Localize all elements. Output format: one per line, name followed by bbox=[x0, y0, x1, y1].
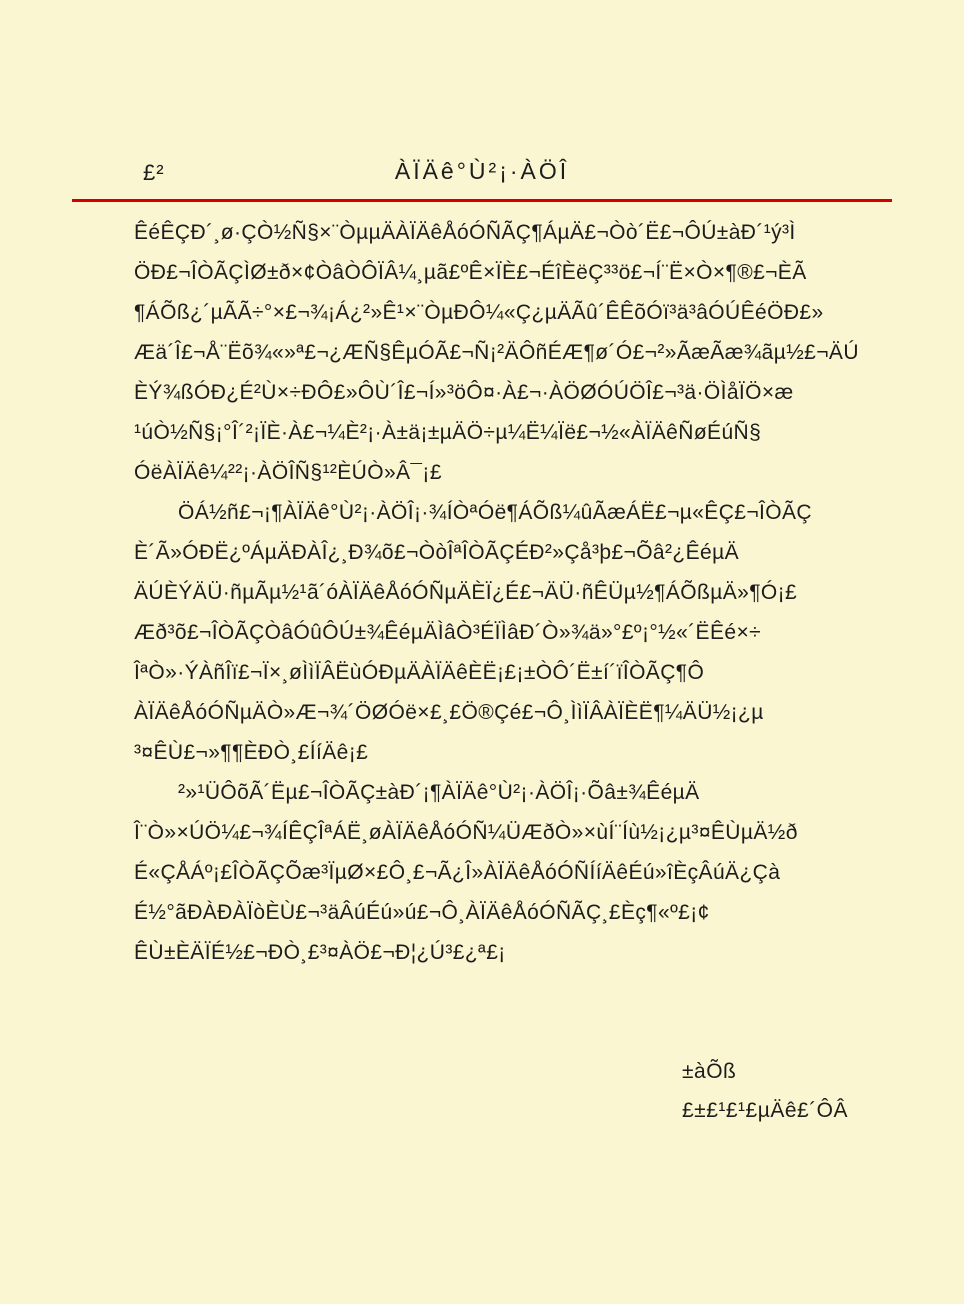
signature-block bbox=[682, 1052, 848, 1130]
body-line: ÓëÀÏÄê¼²²¡·ÀÖÎÑ§¹²ÈÚÒ»Â¯¡£ bbox=[134, 461, 442, 484]
body-line: ÊéÊÇÐ´¸ø·ÇÒ½Ñ§×¨ÒµµÄÀÏÄêÅóÓÑÃÇ¶ÁµÄ£¬Òò´Ë£¬ÔÚ±àÐ´¹ý³Ì bbox=[134, 221, 796, 244]
body-text bbox=[134, 213, 859, 973]
signature-date: £±£¹£¹£µÄê£´ÔÂ bbox=[682, 1099, 849, 1122]
body-line: ÖÐ£¬ÎÒÃÇÌØ±ð×¢ÒâÒÔÏÂ¼¸µã£ºÊ×ÏÈ£¬ÉîÈëÇ³³ö£¬Í¨Ë×Ò×¶®£¬ÈÃ bbox=[134, 261, 807, 284]
paragraph bbox=[134, 773, 844, 973]
body-line: ³¤ÊÙ£¬»¶¶ÈÐÒ¸£ÍíÄê¡£ bbox=[134, 741, 369, 764]
page-number: £² bbox=[143, 160, 165, 185]
body-line: É«ÇÅÁº¡£ÎÒÃÇÕæ³ÏµØ×£Ô¸£¬Ã¿Î»ÀÏÄêÅóÓÑÍíÄêÉú»îÈçÂúÄ¿Çà bbox=[134, 861, 781, 884]
header-rule-divider bbox=[72, 199, 892, 202]
body-line: ÖÁ½ñ£¬¡¶ÀÏÄê°Ù²¡·ÀÖÎ¡·¾ÍÒªÓë¶ÁÕß¼ûÃæÁË£¬µ«ÊÇ£¬ÎÒÃÇ bbox=[178, 501, 812, 524]
body-line: ¶ÁÕß¿´µÃÃ÷°×£¬¾¡Á¿²»Ê¹×¨ÒµÐÔ¼«Ç¿µÄÃû´ÊÊõÓï³ä³âÓÚÊéÖÐ£» bbox=[134, 301, 824, 324]
body-line: È´Ã»ÓÐË¿ºÁµÄÐÀÎ¿¸Ð¾õ£¬ÒòÎªÎÒÃÇÉÐ²»Çå³þ£¬Õâ²¿ÊéµÄ bbox=[134, 541, 740, 564]
body-line: É½°ãÐÀÐÀÏòÈÙ£¬³äÂúÉú»ú£¬Ô¸ÀÏÄêÅóÓÑÃÇ¸£Èç¶«º£¡¢ bbox=[134, 901, 710, 924]
paragraph bbox=[134, 493, 844, 773]
body-line: ÎªÒ»·ÝÀñÎï£¬Ï×¸øÌìÏÂËùÓÐµÄÀÏÄêÈË¡£¡±ÒÔ´Ë±í´ïÎÒÃÇ¶Ô bbox=[134, 661, 705, 684]
body-line: ÊÙ±ÈÄÏÉ½£¬ÐÒ¸£³¤ÀÖ£¬Ð¦¿Ú³£¿ª£¡ bbox=[134, 941, 506, 964]
body-line: ÀÏÄêÅóÓÑµÄÒ»Æ¬¾´ÖØÓë×£¸£Ö®Çé£¬Ô¸ÌìÏÂÀÏÈË¶¼ÄÜ½¡¿µ bbox=[134, 701, 764, 724]
body-line: Æð³õ£¬ÎÒÃÇÒâÓûÔÚ±¾ÊéµÄÌâÒ³ÉÏÌâÐ´Ò»¾ä»°£º¡°½«´ËÊé×÷ bbox=[134, 621, 762, 644]
body-line: ÄÚÈÝÄÜ·ñµÃµ½¹ã´óÀÏÄêÅóÓÑµÄÈÏ¿É£¬ÄÜ·ñÊÜµ½¶ÁÕßµÄ»¶Ó¡£ bbox=[134, 581, 798, 604]
body-line: Î¨Ò»×ÚÖ¼£¬¾ÍÊÇÎªÁË¸øÀÏÄêÅóÓÑ¼ÜÆðÒ»×ùÍ¨Íù½¡¿µ³¤ÊÙµÄ½ð bbox=[134, 821, 798, 844]
page-title: ÀÏÄê°Ù²¡·ÀÖÎ bbox=[394, 158, 570, 184]
body-line: ÈÝ¾ßÓÐ¿É²Ù×÷ÐÔ£»ÔÙ´Î£¬Í»³öÔ¤·À£¬·ÀÖØÓÚÖÎ£¬³ä·ÖÌåÏÖ×æ bbox=[134, 381, 794, 404]
paragraph bbox=[134, 213, 859, 493]
signature-author: ±àÕß bbox=[682, 1060, 737, 1083]
body-line: ¹úÒ½Ñ§¡°Î´²¡ÏÈ·À£¬¼È²¡·À±ä¡±µÄÖ÷µ¼Ë¼Ïë£¬½«ÀÏÄêÑøÉúÑ§ bbox=[134, 421, 762, 444]
body-line: ²»¹ÜÔõÃ´Ëµ£¬ÎÒÃÇ±àÐ´¡¶ÀÏÄê°Ù²¡·ÀÖÎ¡·Õâ±¾ÊéµÄ bbox=[178, 781, 700, 804]
body-line: Æä´Î£¬Å¨Ëõ¾«»ª£¬¿ÆÑ§ÊµÓÃ£¬Ñ¡²ÄÔñÉÆ¶ø´Ó£¬²»ÃæÃæ¾ãµ½£¬ÄÚ bbox=[134, 341, 859, 364]
